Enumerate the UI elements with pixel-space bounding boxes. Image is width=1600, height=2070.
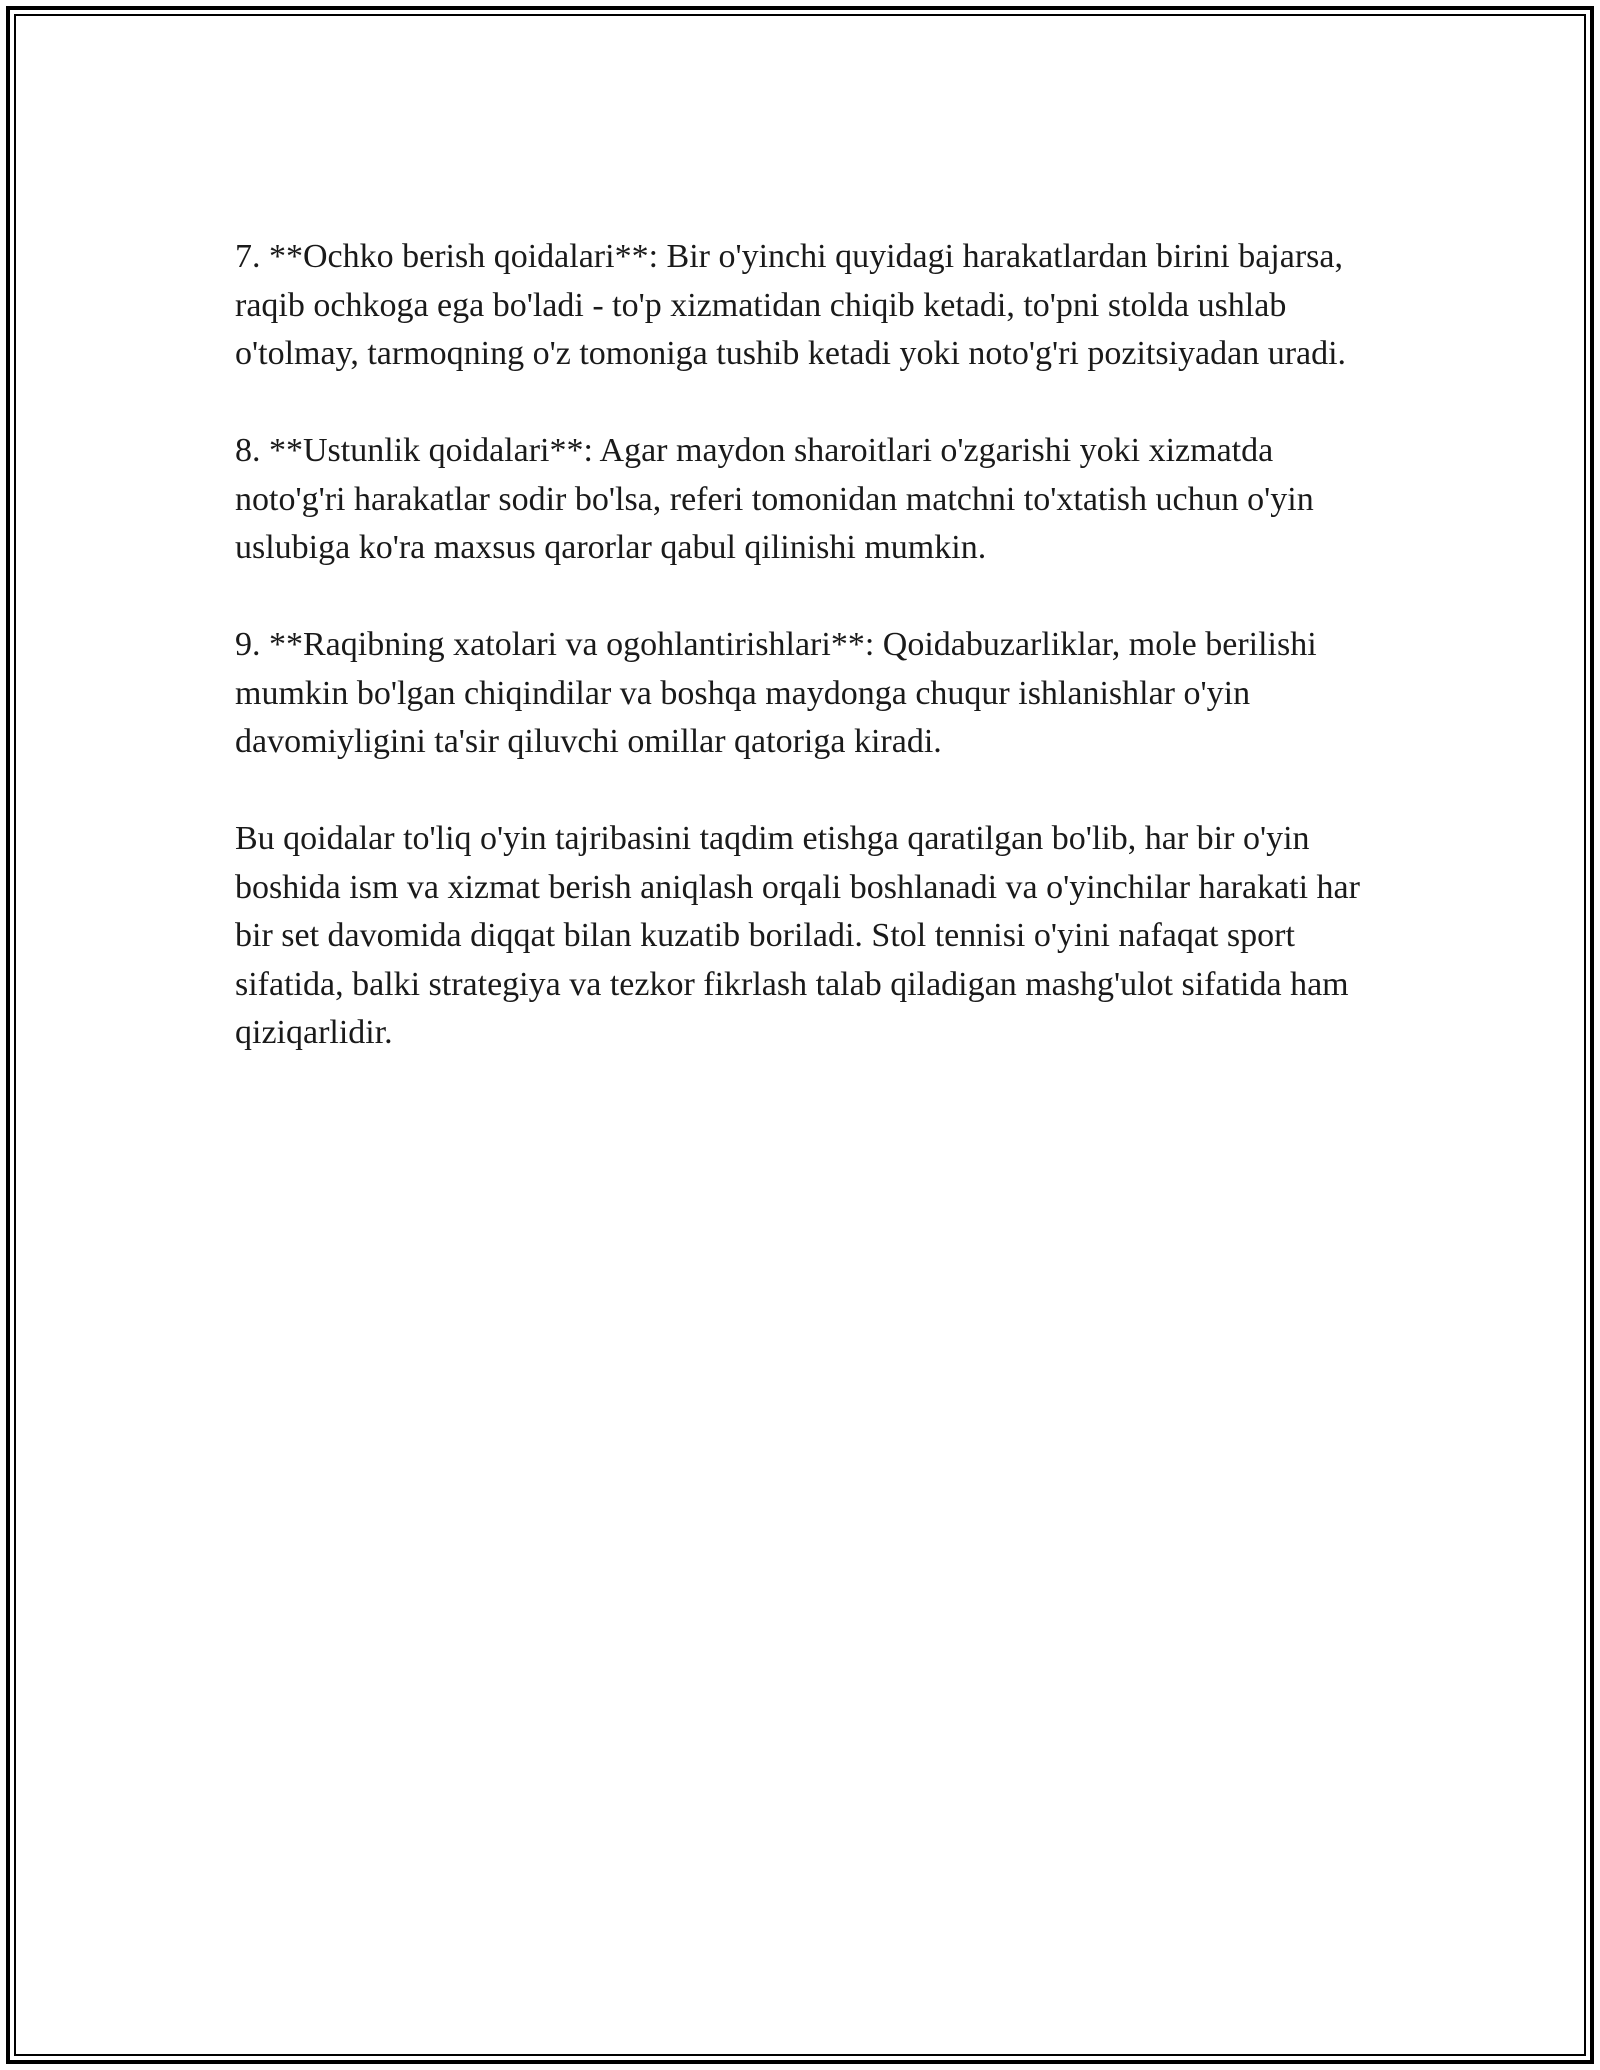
document-body bbox=[235, 233, 1365, 1058]
paragraph-advantage-rules: 8. **Ustunlik qoidalari**: Agar maydon sharoitlari o'zgarishi yoki xizmatda noto'g'ri harakatlar sodir bo'lsa, referi tomonidan matchni to'xtatish uchun o'yin uslubiga ko'ra maxsus qarorlar qabul qilinishi mumkin. bbox=[235, 432, 1314, 566]
paragraph-opponent-errors: 9. **Raqibning xatolari va ogohlantirishlari**: Qoidabuzarliklar, mole berilishi mumkin bo'lgan chiqindilar va boshqa maydonga chuqur ishlanishlar o'yin davomiyligini ta'sir qiluvchi omillar qatoriga kiradi. bbox=[235, 626, 1317, 760]
paragraph-scoring-rules: 7. **Ochko berish qoidalari**: Bir o'yinchi quyidagi harakatlardan birini bajarsa, raqib ochkoga ega bo'ladi - to'p xizmatidan chiqib ketadi, to'pni stolda ushlab o'tolmay, tarmoqning o'z tomoniga tushib ketadi yoki noto'g'ri pozitsiyadan uradi. bbox=[235, 238, 1347, 372]
paragraph-conclusion: Bu qoidalar to'liq o'yin tajribasini taqdim etishga qaratilgan bo'lib, har bir o'yin boshida ism va xizmat berish aniqlash orqali boshlanadi va o'yinchilar harakati har bir set davomida diqqat bilan kuzatib boriladi. Stol tennisi o'yini nafaqat sport sifatida, balki strategiya va tezkor fikrlash talab qiladigan mashg'ulot sifatida ham qiziqarlidir. bbox=[235, 820, 1360, 1051]
